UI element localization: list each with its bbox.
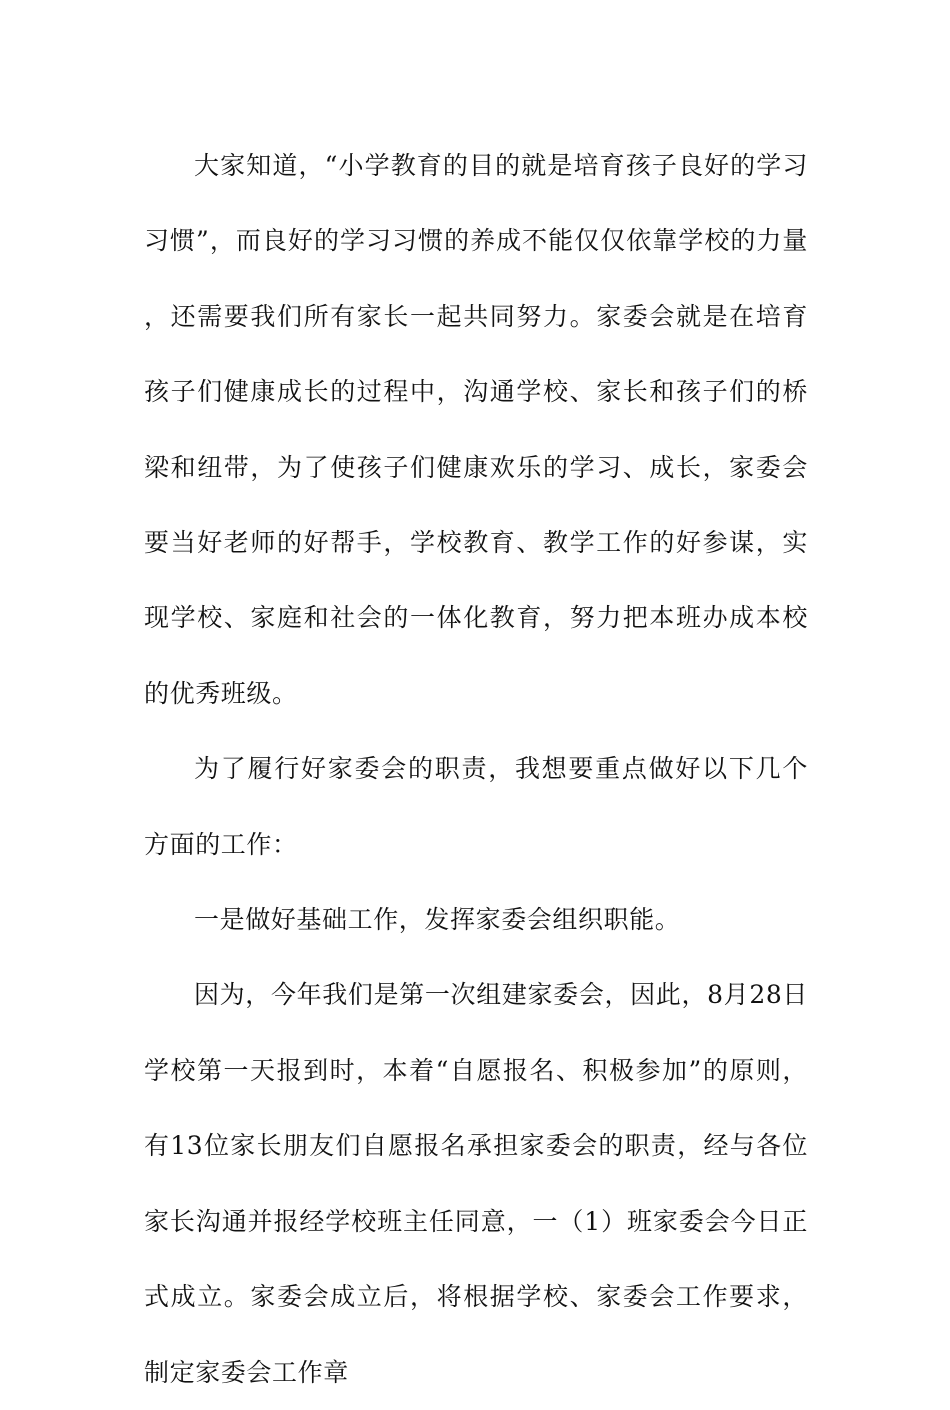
paragraph-duties: 为了履行好家委会的职责，我想要重点做好以下几个方面的工作：	[144, 754, 808, 859]
document-body	[144, 128, 808, 1410]
paragraph-point-one: 一是做好基础工作，发挥家委会组织职能。	[194, 905, 681, 935]
paragraph-intro: 大家知道，“小学教育的目的就是培育孩子良好的学习习惯”，而良好的学习习惯的养成不能仅仅依靠学校的力量，还需要我们所有家长一起共同努力。家委会就是在培育孩子们健康成长的过程中，沟通学校、家长和孩子们的桥梁和纽带，为了使孩子们健康欢乐的学习、成长，家委会要当好老师的好帮手，学校教育、教学工作的好参谋，实现学校、家庭和社会的一体化教育，努力把本班办成本校的优秀班级。	[144, 151, 808, 708]
paragraph-founding: 因为，今年我们是第一次组建家委会，因此，8月28日学校第一天报到时，本着“自愿报名、积极参加”的原则，有13位家长朋友们自愿报名承担家委会的职责，经与各位家长沟通并报经学校班主任同意，一（1）班家委会今日正式成立。家委会成立后，将根据学校、家委会工作要求，制定家委会工作章	[144, 980, 808, 1387]
